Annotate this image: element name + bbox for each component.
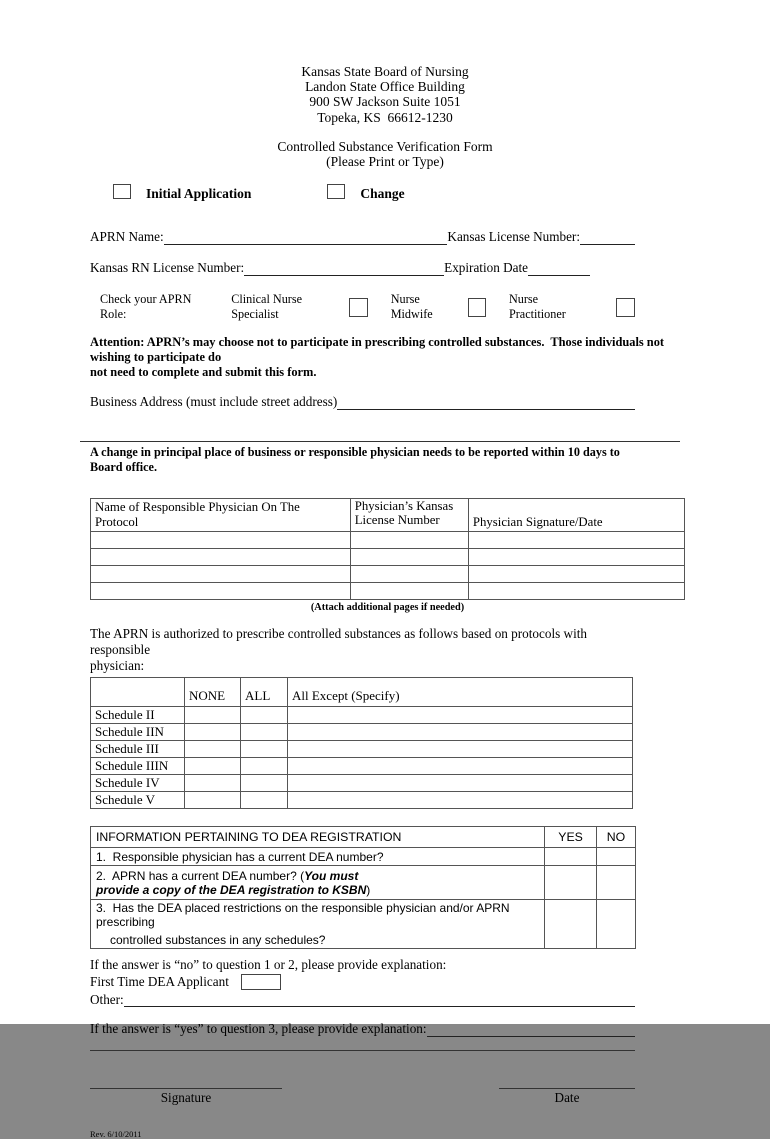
schedule-ii-row bbox=[91, 707, 633, 724]
physician-license-column-header: Physician’s Kansas License Number bbox=[350, 498, 468, 531]
aprn-role-row bbox=[100, 292, 635, 322]
first-time-dea-checkbox[interactable] bbox=[241, 974, 281, 990]
schedule-iiin-none-cell[interactable] bbox=[185, 758, 241, 775]
date-label: Date bbox=[554, 1089, 580, 1105]
expiration-date-input-line[interactable] bbox=[528, 261, 590, 276]
physician-signature-cell[interactable] bbox=[468, 531, 684, 548]
date-input-line[interactable] bbox=[499, 1074, 635, 1089]
physician-name-cell[interactable] bbox=[91, 548, 351, 565]
date-block bbox=[499, 1074, 635, 1106]
change-label: Change bbox=[360, 186, 405, 202]
rn-license-row bbox=[90, 260, 635, 276]
physician-license-cell[interactable] bbox=[350, 531, 468, 548]
all-column-header: ALL bbox=[241, 678, 288, 707]
schedule-v-row bbox=[91, 792, 633, 809]
physician-row-3 bbox=[91, 565, 685, 582]
clinical-nurse-specialist-checkbox[interactable] bbox=[349, 298, 368, 317]
business-address-row bbox=[90, 394, 635, 410]
physician-name-cell[interactable] bbox=[91, 531, 351, 548]
physician-signature-cell[interactable] bbox=[468, 582, 684, 599]
yes-answer-prompt-row bbox=[90, 1021, 635, 1037]
initial-application-label: Initial Application bbox=[146, 186, 252, 202]
physician-signature-column-header: Physician Signature/Date bbox=[468, 498, 684, 531]
aprn-name-input-line[interactable] bbox=[164, 230, 448, 245]
physician-license-cell[interactable] bbox=[350, 582, 468, 599]
schedule-iv-all-cell[interactable] bbox=[241, 775, 288, 792]
authorization-intro-line1: The APRN is authorized to prescribe controlled substances as follows based on protocols with responsible bbox=[90, 625, 587, 657]
schedule-iv-row bbox=[91, 775, 633, 792]
application-type-row bbox=[90, 186, 635, 202]
schedule-iin-all-cell[interactable] bbox=[241, 724, 288, 741]
schedule-iiin-all-cell[interactable] bbox=[241, 758, 288, 775]
all-except-column-header: All Except (Specify) bbox=[288, 678, 633, 707]
responsible-physician-table bbox=[90, 498, 685, 600]
none-column-header: NONE bbox=[185, 678, 241, 707]
expiration-date-label: Expiration Date bbox=[444, 260, 528, 276]
dea-table-title: INFORMATION PERTAINING TO DEA REGISTRATION bbox=[91, 827, 545, 848]
role-nurse-midwife-label: Nurse Midwife bbox=[390, 292, 433, 322]
org-city: Topeka, KS 66612-1230 bbox=[317, 109, 453, 125]
dea-question-2-text bbox=[91, 866, 545, 900]
first-time-dea-label: First Time DEA Applicant bbox=[90, 973, 229, 989]
dea-question-1-no-cell[interactable] bbox=[596, 848, 635, 866]
physician-row-1 bbox=[91, 531, 685, 548]
schedule-ii-label: Schedule II bbox=[91, 707, 185, 724]
authorization-intro-line2: physician: bbox=[90, 658, 145, 674]
nurse-practitioner-checkbox[interactable] bbox=[616, 298, 635, 317]
physician-signature-cell[interactable] bbox=[468, 548, 684, 565]
dea-question-2-row bbox=[91, 866, 636, 900]
dea-question-3-line1: 3. Has the DEA placed restrictions on the responsible physician and/or APRN prescribing bbox=[96, 901, 513, 930]
no-answer-prompt: If the answer is “no” to question 1 or 2, please provide explanation: bbox=[90, 957, 447, 973]
nurse-midwife-checkbox[interactable] bbox=[468, 298, 487, 317]
aprn-role-prompt: Check your APRN Role: bbox=[100, 292, 192, 322]
attention-note-line2: not need to complete and submit this form. bbox=[90, 364, 317, 379]
dea-question-3-text bbox=[91, 900, 545, 949]
yes-answer-prompt: If the answer is “yes” to question 3, please provide explanation: bbox=[90, 1021, 427, 1037]
business-address-input-line[interactable] bbox=[337, 395, 635, 410]
physician-row-2 bbox=[91, 548, 685, 565]
business-address-label: Business Address (must include street address) bbox=[90, 393, 338, 409]
schedule-v-label: Schedule V bbox=[91, 792, 185, 809]
schedule-v-except-cell[interactable] bbox=[288, 792, 633, 809]
schedule-iin-except-cell[interactable] bbox=[288, 724, 633, 741]
attach-pages-note: (Attach additional pages if needed) bbox=[310, 601, 465, 613]
dea-question-3-yes-cell[interactable] bbox=[545, 900, 597, 949]
form-title-block bbox=[0, 139, 770, 169]
aprn-name-row bbox=[90, 229, 635, 245]
other-input-line[interactable] bbox=[124, 992, 635, 1007]
schedule-iiin-label: Schedule IIIN bbox=[91, 758, 185, 775]
first-time-dea-row bbox=[90, 974, 635, 990]
role-nurse-practitioner-label: Nurse Practitioner bbox=[508, 292, 566, 322]
schedule-ii-none-cell[interactable] bbox=[185, 707, 241, 724]
schedule-iiin-except-cell[interactable] bbox=[288, 758, 633, 775]
initial-application-checkbox[interactable] bbox=[113, 184, 131, 199]
signature-input-line[interactable] bbox=[90, 1074, 282, 1089]
aprn-name-label: APRN Name: bbox=[90, 229, 164, 245]
yes-explanation-input-line[interactable] bbox=[427, 1022, 635, 1037]
physician-name-cell[interactable] bbox=[91, 582, 351, 599]
schedule-iii-label: Schedule III bbox=[91, 741, 185, 758]
org-name: Kansas State Board of Nursing bbox=[301, 64, 469, 79]
schedule-v-none-cell[interactable] bbox=[185, 792, 241, 809]
kansas-license-label: Kansas License Number: bbox=[447, 229, 580, 245]
schedule-iin-label: Schedule IIN bbox=[91, 724, 185, 741]
org-building: Landon State Office Building bbox=[305, 79, 465, 95]
dea-question-3-line2: controlled substances in any schedules? bbox=[110, 933, 326, 948]
signoff-row bbox=[90, 1074, 635, 1106]
dea-question-2-yes-cell[interactable] bbox=[545, 866, 597, 900]
dea-question-1-row bbox=[91, 848, 636, 866]
change-notice: A change in principal place of business or responsible physician needs to be reported within 10 days to Board office. bbox=[90, 444, 620, 474]
form-subtitle: (Please Print or Type) bbox=[326, 154, 444, 170]
other-explanation-row bbox=[90, 992, 635, 1008]
form-title: Controlled Substance Verification Form bbox=[277, 138, 493, 154]
attention-note bbox=[90, 335, 680, 379]
rn-license-label: Kansas RN License Number: bbox=[90, 260, 245, 276]
dea-question-3-no-cell[interactable] bbox=[596, 900, 635, 949]
physician-signature-cell[interactable] bbox=[468, 565, 684, 582]
physician-license-cell[interactable] bbox=[350, 565, 468, 582]
separator-rule bbox=[80, 441, 680, 442]
schedule-iv-label: Schedule IV bbox=[91, 775, 185, 792]
no-column-header: NO bbox=[596, 827, 635, 848]
schedule-iv-none-cell[interactable] bbox=[185, 775, 241, 792]
schedule-v-all-cell[interactable] bbox=[241, 792, 288, 809]
schedule-iiin-row bbox=[91, 758, 633, 775]
physician-license-cell[interactable] bbox=[350, 548, 468, 565]
signature-block bbox=[90, 1074, 282, 1106]
schedule-ii-all-cell[interactable] bbox=[241, 707, 288, 724]
schedule-iii-row bbox=[91, 741, 633, 758]
change-checkbox[interactable] bbox=[327, 184, 345, 199]
schedule-iii-none-cell[interactable] bbox=[185, 741, 241, 758]
physician-name-column-header: Name of Responsible Physician On The Protocol bbox=[91, 498, 351, 531]
dea-question-2-emphasis-1: You must bbox=[304, 868, 359, 883]
dea-question-1-text: 1. Responsible physician has a current DEA number? bbox=[91, 848, 545, 866]
dea-question-2-prefix: 2. APRN has a current DEA number? ( bbox=[96, 868, 305, 883]
dea-question-2-no-cell[interactable] bbox=[596, 866, 635, 900]
letterhead bbox=[0, 0, 770, 125]
schedule-authorization-table bbox=[90, 677, 633, 809]
signature-label: Signature bbox=[160, 1089, 212, 1105]
revision-note: Rev. 6/10/2011 bbox=[90, 1128, 142, 1139]
dea-registration-table bbox=[90, 826, 636, 949]
dea-question-1-yes-cell[interactable] bbox=[545, 848, 597, 866]
yes-column-header: YES bbox=[545, 827, 597, 848]
attention-note-line1: Attention: APRN’s may choose not to participate in prescribing controlled substances. Those individuals not wishing to participate do bbox=[90, 335, 668, 365]
other-label: Other: bbox=[90, 991, 124, 1007]
physician-row-4 bbox=[91, 582, 685, 599]
physician-name-cell[interactable] bbox=[91, 565, 351, 582]
dea-question-3-row bbox=[91, 900, 636, 949]
schedule-iin-row bbox=[91, 724, 633, 741]
role-clinical-nurse-specialist-label: Clinical Nurse Specialist bbox=[231, 292, 303, 322]
dea-question-2-suffix: ) bbox=[366, 882, 371, 897]
schedule-iii-all-cell[interactable] bbox=[241, 741, 288, 758]
org-street: 900 SW Jackson Suite 1051 bbox=[309, 94, 461, 110]
schedule-iv-except-cell[interactable] bbox=[288, 775, 633, 792]
schedule-iii-except-cell[interactable] bbox=[288, 741, 633, 758]
schedule-iin-none-cell[interactable] bbox=[185, 724, 241, 741]
explanation-continuation-line[interactable] bbox=[90, 1050, 635, 1051]
authorization-intro bbox=[90, 626, 635, 675]
schedule-empty-header bbox=[91, 678, 185, 707]
dea-question-2-emphasis-2: provide a copy of the DEA registration to KSBN bbox=[96, 882, 367, 897]
rn-license-input-line[interactable] bbox=[244, 261, 444, 276]
kansas-license-input-line[interactable] bbox=[580, 230, 635, 245]
schedule-ii-except-cell[interactable] bbox=[288, 707, 633, 724]
